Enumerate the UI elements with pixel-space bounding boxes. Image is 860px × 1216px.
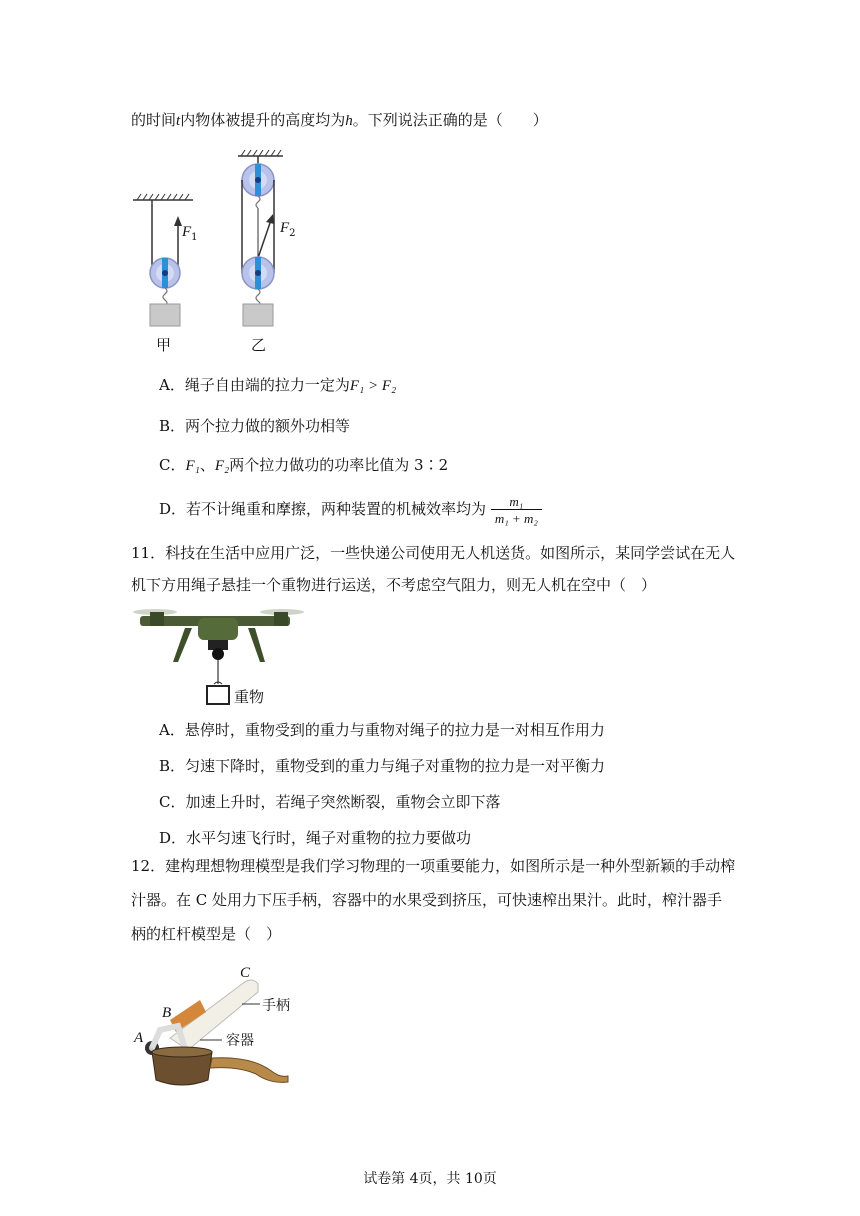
f1-label: $F_1$ [182,224,198,243]
page-footer: 试卷第 4页，共 10页 [363,1171,497,1187]
juicer-figure [130,960,305,1100]
q11-option-b: B．匀速下降时，重物受到的重力与绳子对重物的拉力是一对平衡力 [159,757,606,775]
weight-label: 重物 [234,688,265,706]
q11-option-c: C．加速上升时，若绳子突然断裂，重物会立即下落 [159,793,501,811]
label-b: B [162,1005,172,1021]
pulley-figure [125,140,315,365]
q11-stem-line1: 11．科技在生活中应用广泛，一些快递公司使用无人机送货。如图所示，某同学尝试在无人 [131,544,736,562]
q10-option-b: B．两个拉力做的额外功相等 [159,417,351,435]
label-a: A [134,1030,144,1046]
q11-option-d: D．水平匀速飞行时，绳子对重物的拉力要做功 [159,829,472,847]
q10-option-c: C．F₁、F₂两个拉力做功的功率比值为 3∶2 [159,456,449,474]
label-jia: 甲 [156,336,172,354]
q12-stem-line3: 柄的杠杆模型是（ ） [131,925,282,943]
efficiency-fraction: $\frac{\text{m₁}}{\text{m₁ + m₂}}$ [491,494,542,526]
q11-option-a: A．悬停时，重物受到的重力与重物对绳子的拉力是一对相互作用力 [159,721,605,739]
label-c: C [240,965,251,981]
handle-label: 手柄 [262,998,290,1014]
container-label: 容器 [226,1033,254,1049]
q10-option-d: D．若不计绳重和摩擦，两种装置的机械效率均为 $\frac{\text{m₁}}{\text{m₁ + m₂}}$ [159,494,542,526]
q12-stem-line1: 12．建构理想物理模型是我们学习物理的一项重要能力，如图所示是一种外型新颖的手动榨 [131,857,736,875]
f2-label: $F_2$ [280,220,296,239]
q11-stem-line2: 机下方用绳子悬挂一个重物进行运送，不考虑空气阻力，则无人机在空中（ ） [131,576,657,594]
q10-option-a: A．绳子自由端的拉力一定为F₁ > F₂ [159,376,397,394]
q10-intro: 的时间t内物体被提升的高度均为h。下列说法正确的是（ ） [131,111,548,129]
drone-figure [130,604,310,709]
label-yi: 乙 [251,336,267,354]
q12-stem-line2: 汁器。在 C 处用力下压手柄，容器中的水果受到挤压，可快速榨出果汁。此时，榨汁器手 [131,891,723,909]
